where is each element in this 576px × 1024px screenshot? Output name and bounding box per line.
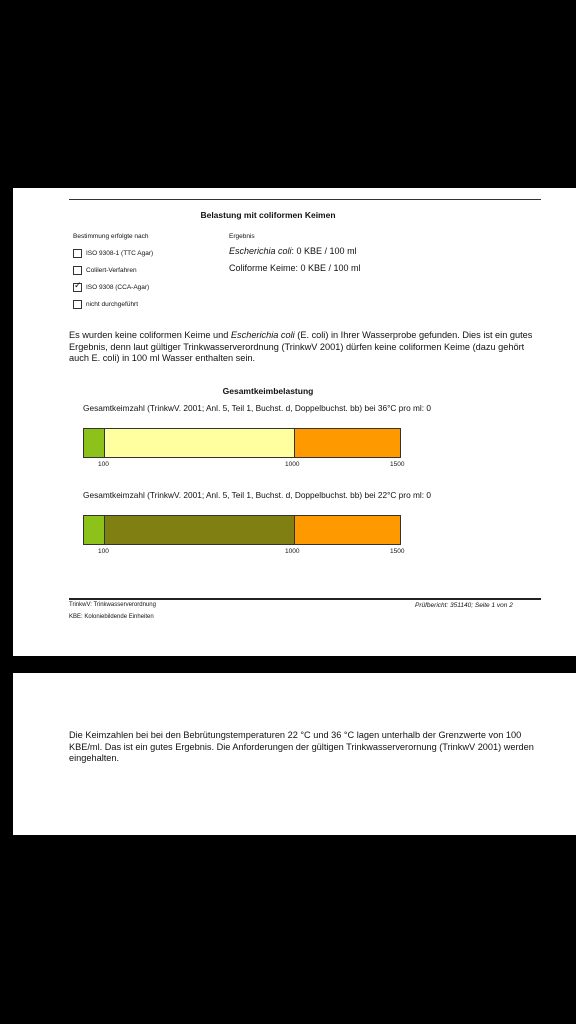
bar-label-22: Gesamtkeimzahl (TrinkwV. 2001; Anl. 5, Teil 1, Buchst. d, Doppelbuchst. bb) bei 22°C pro ml: 0 — [83, 490, 431, 500]
report-page-2 — [13, 673, 576, 835]
bar-tick-label: 1000 — [285, 548, 300, 555]
total-title: Gesamtkeimbelastung — [222, 386, 314, 396]
result-header: Ergebnis — [229, 233, 255, 240]
summary-text: (E. coli) in Ihrer Wasserprobe gefunden. Dies ist ein gutes Ergebnis, denn laut gültiger Trinkwasserverordnung (TrinkwV 2001) dürfen keine coliformen Keime (dazu gehört auch E. coli) in 100 ml Wasser enthalten sein. — [69, 330, 533, 363]
footer-divider — [69, 598, 541, 600]
coliform-result: Coliforme Keime: 0 KBE / 100 ml — [229, 263, 361, 273]
ecoli-value: : 0 KBE / 100 ml — [291, 246, 357, 256]
bar-segment — [84, 429, 105, 457]
report-page-number: Prüfbericht: 351140; Seite 1 von 2 — [415, 602, 513, 609]
germ-bar-22 — [83, 515, 401, 545]
check-mark-icon: ✓ — [74, 280, 82, 290]
bar-segment — [105, 429, 295, 457]
method-option-label: ISO 9308 (CCA-Agar) — [86, 284, 150, 291]
method-header: Bestimmung erfolgte nach — [73, 233, 149, 240]
summary-text: Es wurden keine coliformen Keime und — [69, 330, 231, 340]
germ-bar-36 — [83, 428, 401, 458]
bar-label-36: Gesamtkeimzahl (TrinkwV. 2001; Anl. 5, Teil 1, Buchst. d, Doppelbuchst. bb) bei 36°C pro ml: 0 — [83, 403, 431, 413]
bar-tick-label: 1500 — [390, 548, 405, 555]
summary-ecoli: Escherichia coli — [230, 330, 295, 340]
bar-segment — [295, 429, 400, 457]
method-option-label: ISO 9308-1 (TTC Agar) — [86, 250, 154, 257]
bar-tick-label: 1500 — [390, 461, 405, 468]
bar-segment — [105, 516, 295, 544]
checkbox-cca[interactable] — [73, 280, 82, 292]
ecoli-result — [229, 246, 357, 256]
coliform-summary — [69, 330, 544, 365]
checkbox-ttc[interactable] — [73, 249, 82, 258]
bar-segment — [84, 516, 105, 544]
bar-segment — [295, 516, 400, 544]
checkbox-colilert[interactable] — [73, 266, 82, 275]
footer-abbr-kbe: KBE: Koloniebildende Einheiten — [69, 614, 154, 620]
ecoli-name: Escherichia coli — [229, 246, 292, 256]
section-title: Belastung mit coliformen Keimen — [200, 210, 336, 220]
bar-tick-label: 1000 — [285, 461, 300, 468]
footer-abbr-trinkwv: TrinkwV: Trinkwasserverordnung — [69, 602, 156, 608]
checkbox-none[interactable] — [73, 300, 82, 309]
bar-tick-label: 100 — [98, 461, 109, 468]
bar-tick-label: 100 — [98, 548, 109, 555]
method-option-label: nicht durchgeführt — [86, 301, 139, 308]
top-divider — [69, 199, 541, 200]
report-page-1 — [13, 188, 576, 656]
method-option-label: Colilert-Verfahren — [86, 267, 137, 274]
germ-summary: Die Keimzahlen bei bei den Bebrütungstemperaturen 22 °C und 36 °C lagen unterhalb der Grenzwerte von 100 KBE/ml. Das ist ein gutes Ergebnis. Die Anforderungen der gültigen Trinkwasserverornung (TrinkwV 2001) werden eingehalten. — [69, 730, 534, 763]
